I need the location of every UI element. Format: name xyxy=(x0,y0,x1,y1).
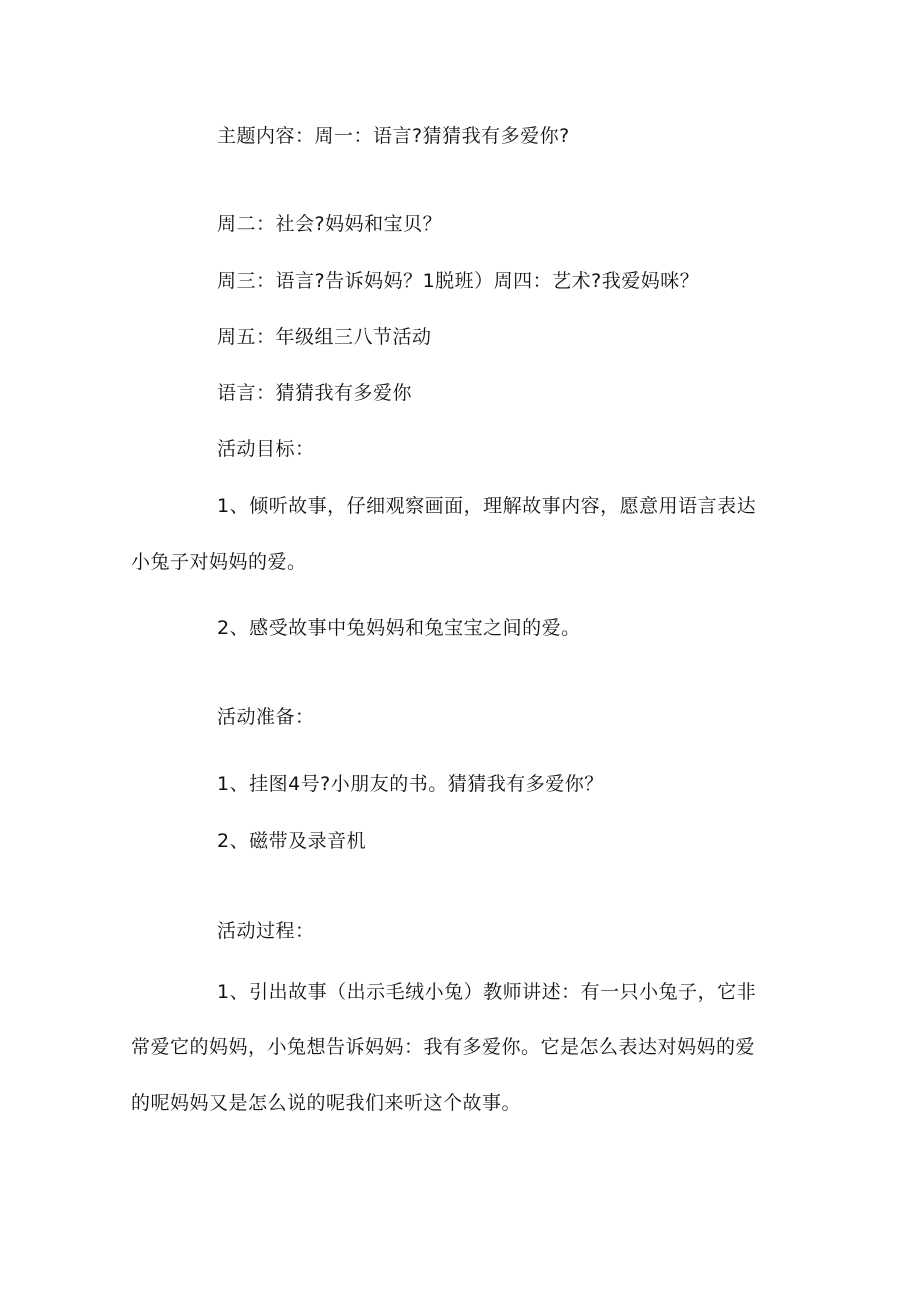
goal-1-line-1: 1、倾听故事，仔细观察画面，理解故事内容，愿意用语言表达 xyxy=(217,495,757,517)
friday-line: 周五：年级组三八节活动 xyxy=(217,326,432,348)
preparation-2-line: 2、磁带及录音机 xyxy=(217,830,367,852)
wednesday-thursday-line: 周三：语言?告诉妈妈？1脱班）周四：艺术?我爱妈咪？ xyxy=(217,270,700,292)
process-1-line-1: 1、引出故事（出示毛绒小兔）教师讲述：有一只小兔子，它非 xyxy=(217,981,757,1003)
activity-process-heading: 活动过程： xyxy=(217,920,315,942)
process-1-line-3: 的呢妈妈又是怎么说的呢我们来听这个故事。 xyxy=(131,1092,522,1114)
theme-content-line: 主题内容：周一：语言?猜猜我有多爱你? xyxy=(217,125,570,147)
goal-2-line: 2、感受故事中兔妈妈和兔宝宝之间的爱。 xyxy=(217,617,581,639)
language-title-line: 语言：猜猜我有多爱你 xyxy=(217,382,413,404)
process-1-line-2: 常爱它的妈妈，小兔想告诉妈妈：我有多爱你。它是怎么表达对妈妈的爱 xyxy=(131,1036,756,1058)
activity-preparation-heading: 活动准备： xyxy=(217,706,315,728)
goal-1-line-2: 小兔子对妈妈的爱。 xyxy=(131,551,307,573)
activity-goals-heading: 活动目标： xyxy=(217,438,315,460)
preparation-1-line: 1、挂图4号?小朋友的书。猜猜我有多爱你？ xyxy=(217,773,604,795)
tuesday-line: 周二：社会?妈妈和宝贝？ xyxy=(217,213,443,235)
